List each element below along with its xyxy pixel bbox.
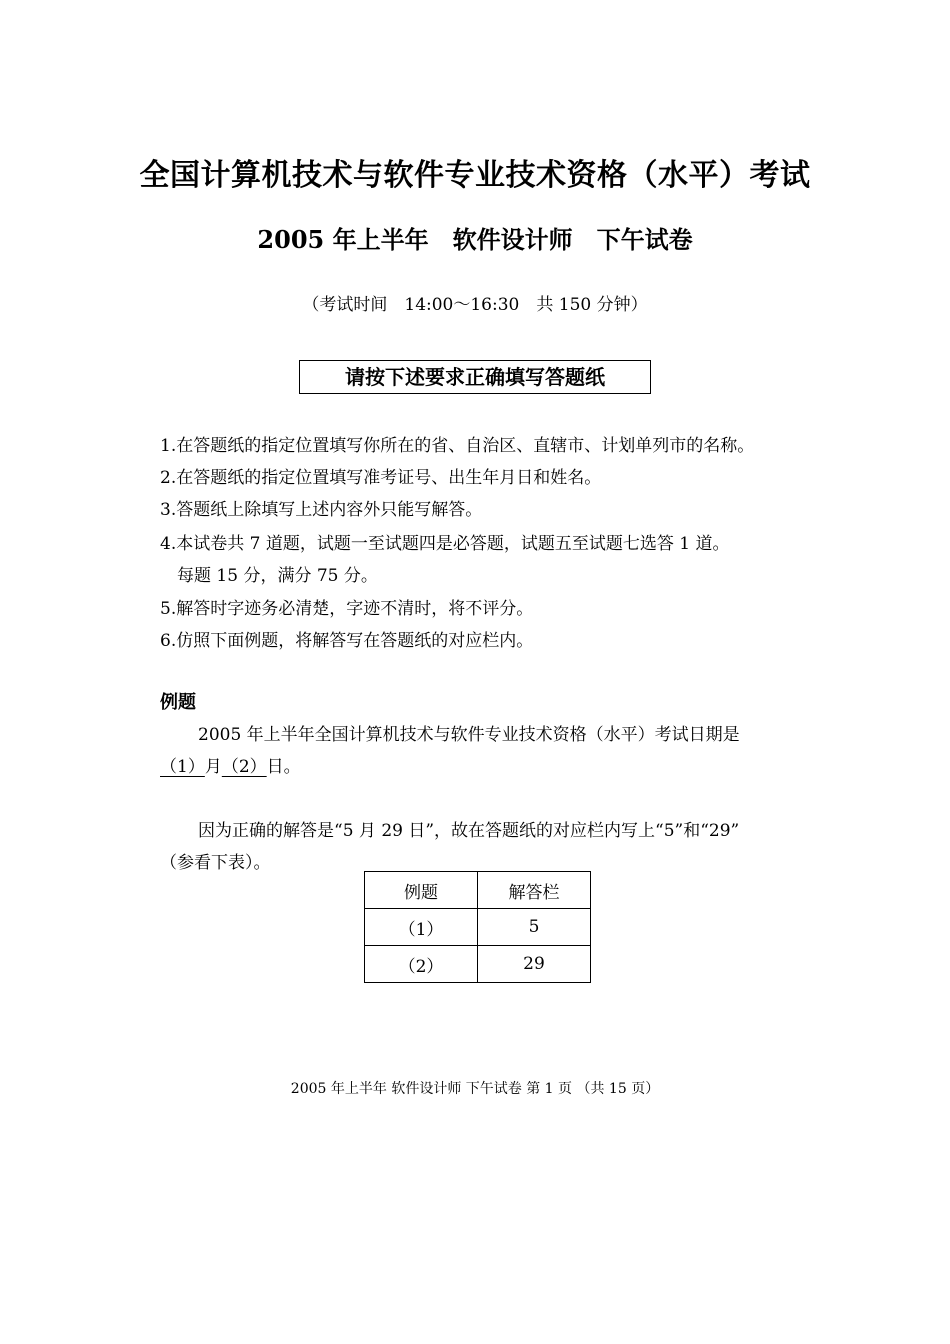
example-explanation-cont: （参看下表）。 <box>160 853 271 873</box>
instruction-item: 3.答题纸上除填写上述内容外只能写解答。 <box>160 500 483 520</box>
example-heading: 例题 <box>160 692 196 713</box>
example-answer-table <box>364 871 591 983</box>
exam-subtitle: 2005 年上半年 软件设计师 下午试卷 <box>257 225 693 254</box>
exam-title: 全国计算机技术与软件专业技术资格（水平）考试 <box>139 158 811 193</box>
table-header-cell: 解答栏 <box>478 872 591 909</box>
page-footer: 2005 年上半年 软件设计师 下午试卷 第 1 页 （共 15 页） <box>290 1081 660 1097</box>
instruction-item: 6.仿照下面例题，将解答写在答题纸的对应栏内。 <box>160 631 534 651</box>
table-cell: （2） <box>365 946 478 983</box>
instruction-item: 2.在答题纸的指定位置填写准考证号、出生年月日和姓名。 <box>160 468 602 488</box>
example-question-line: 2005 年上半年全国计算机技术与软件专业技术资格（水平）考试日期是 <box>198 725 740 745</box>
example-explanation: 因为正确的解答是“5 月 29 日”，故在答题纸的对应栏内写上“5”和“29” <box>198 821 740 841</box>
table-cell: （1） <box>365 909 478 946</box>
instruction-item: 1.在答题纸的指定位置填写你所在的省、自治区、直辖市、计划单列市的名称。 <box>160 436 755 456</box>
day-text: 日。 <box>266 757 301 777</box>
answer-blank-2: （2） <box>221 757 267 777</box>
table-header-row <box>365 872 591 909</box>
table-cell: 29 <box>478 946 591 983</box>
instruction-item: 4.本试卷共 7 道题，试题一至试题四是必答题，试题五至试题七选答 1 道。 <box>160 534 730 554</box>
table-row <box>365 946 591 983</box>
exam-time: （考试时间 14:00～16:30 共 150 分钟） <box>302 295 648 315</box>
instruction-item: 每题 15 分，满分 75 分。 <box>160 566 378 586</box>
table-header-cell: 例题 <box>365 872 478 909</box>
table-row <box>365 909 591 946</box>
table-cell: 5 <box>478 909 591 946</box>
answer-blank-1: （1） <box>160 757 205 777</box>
instruction-item: 5.解答时字迹务必清楚，字迹不清时，将不评分。 <box>160 599 534 619</box>
month-text: 月 <box>204 757 222 777</box>
example-question-blanks <box>160 752 301 777</box>
notice-box: 请按下述要求正确填写答题纸 <box>299 360 651 394</box>
